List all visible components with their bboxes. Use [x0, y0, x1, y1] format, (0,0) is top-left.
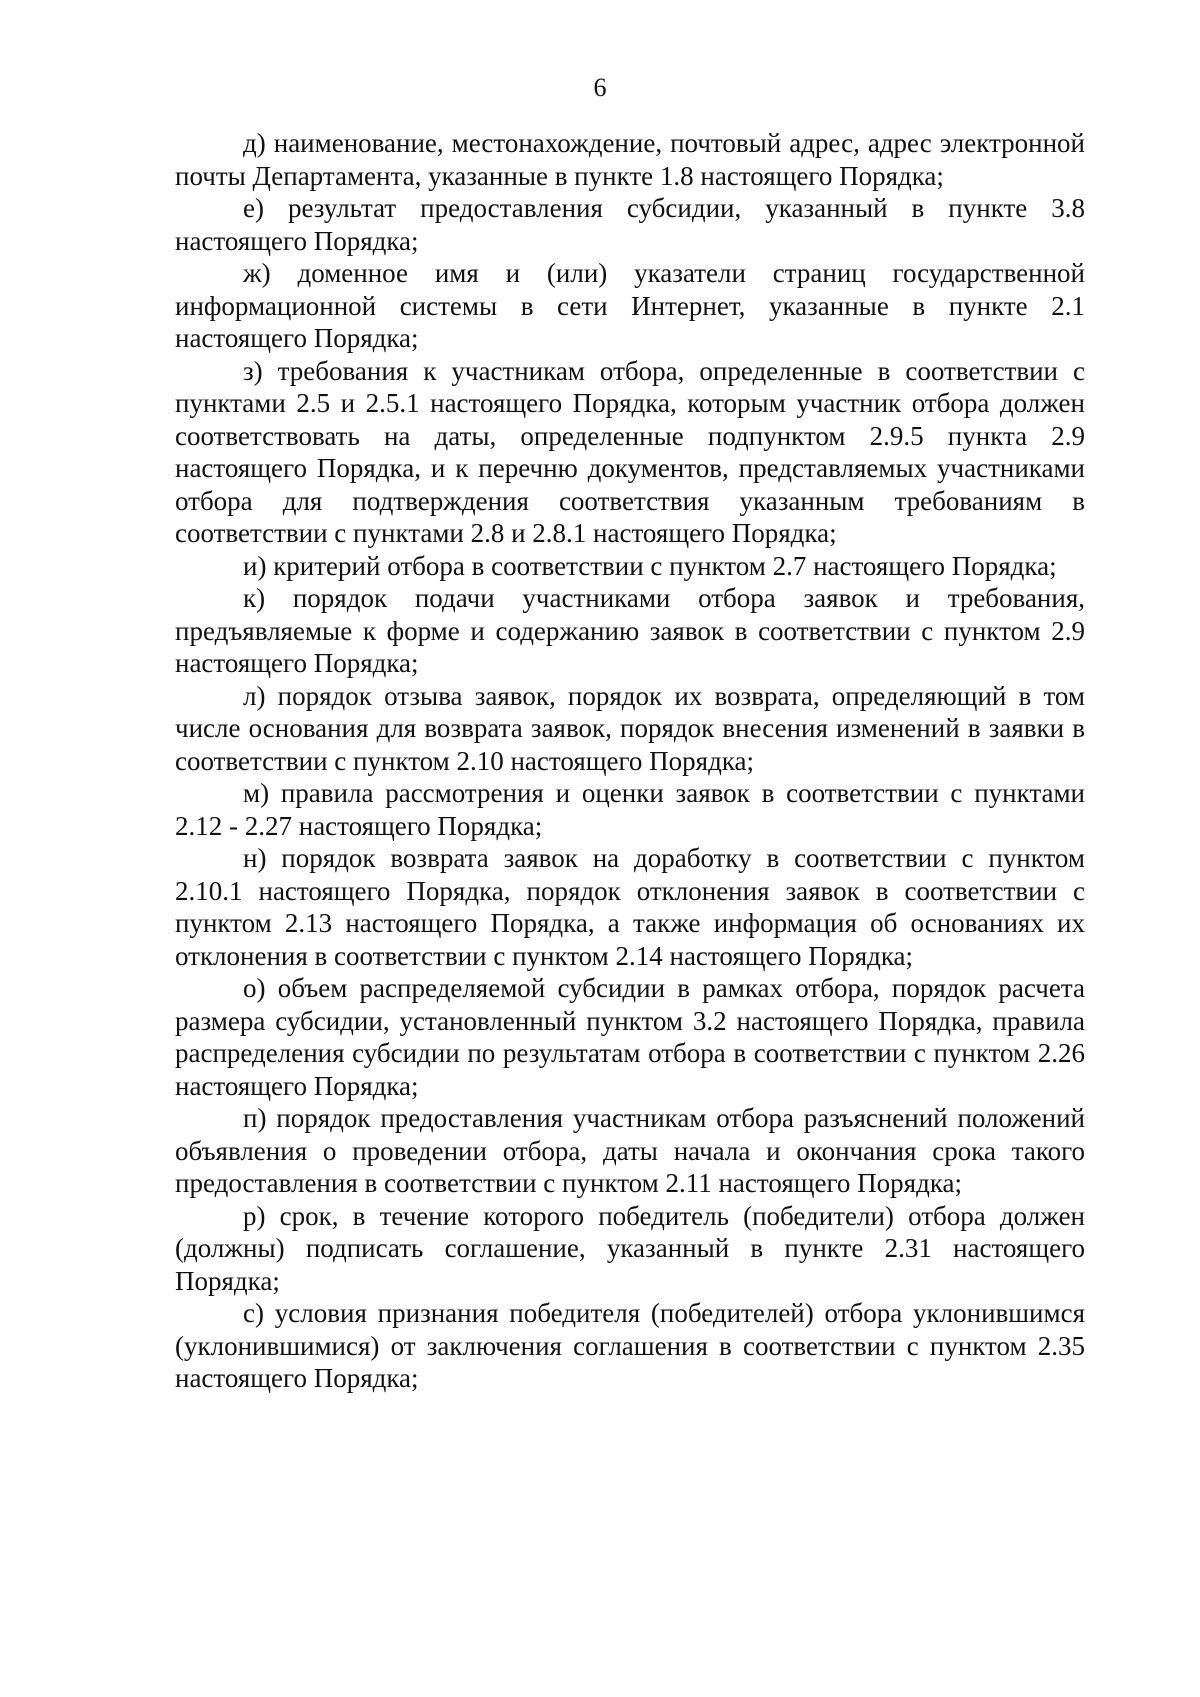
paragraph-e: е) результат предоставления субсидии, указанный в пункте 3.8 настоящего Порядка;: [175, 193, 1085, 256]
page-number: 6: [593, 73, 607, 102]
document-body: [175, 127, 1085, 1395]
paragraph-l: л) порядок отзыва заявок, порядок их возврата, определяющий в том числе основания для возврата заявок, порядок внесения изменений в заявки в соответствии с пунктом 2.10 настоящего Порядка;: [175, 680, 1085, 776]
paragraph-k: к) порядок подачи участниками отбора заявок и требования, предъявляемые к форме и содержанию заявок в соответствии с пунктом 2.9 настоящего Порядка;: [175, 583, 1085, 678]
paragraph-z: з) требования к участникам отбора, определенные в соответствии с пунктами 2.5 и 2.5.1 настоящего Порядка, которым участник отбора должен соответствовать на даты, определенные подпунктом 2.9.5 пункта 2.9 настоящего Порядка, и к перечню документов, представляемых участниками отбора для подтверждения соответствия указанным требованиям в соответствии с пунктами 2.8 и 2.8.1 настоящего Порядка;: [175, 355, 1085, 548]
paragraph-n: н) порядок возврата заявок на доработку в соответствии с пунктом 2.10.1 настоящего Порядка, порядок отклонения заявок в соответствии с пунктом 2.13 настоящего Порядка, а также информация об основаниях их отклонения в соответствии с пунктом 2.14 настоящего Порядка;: [175, 843, 1085, 971]
paragraph-m: м) правила рассмотрения и оценки заявок в соответствии с пунктами 2.12 - 2.27 настоящего Порядка;: [175, 778, 1085, 841]
paragraph-r: р) срок, в течение которого победитель (победители) отбора должен (должны) подписать соглашение, указанный в пункте 2.31 настоящего Порядка;: [175, 1200, 1085, 1296]
paragraph-i: и) критерий отбора в соответствии с пунктом 2.7 настоящего Порядка;: [243, 550, 1057, 581]
paragraph-o: о) объем распределяемой субсидии в рамках отбора, порядок расчета размера субсидии, установленный пунктом 3.2 настоящего Порядка, правила распределения субсидии по результатам отбора в соответствии с пунктом 2.26 настоящего Порядка;: [175, 973, 1085, 1101]
paragraph-d: д) наименование, местонахождение, почтовый адрес, адрес электронной почты Департамента, указанные в пункте 1.8 настоящего Порядка;: [175, 128, 1085, 191]
paragraph-p: п) порядок предоставления участникам отбора разъяснений положений объявления о проведении отбора, даты начала и окончания срока такого предоставления в соответствии с пунктом 2.11 настоящего Порядка;: [175, 1103, 1085, 1198]
paragraph-zh: ж) доменное имя и (или) указатели страниц государственной информационной системы в сети Интернет, указанные в пункте 2.1 настоящего Порядка;: [175, 258, 1085, 353]
paragraph-s: с) условия признания победителя (победителей) отбора уклонившимся (уклонившимися) от заключения соглашения в соответствии с пунктом 2.35 настоящего Порядка;: [175, 1298, 1085, 1393]
